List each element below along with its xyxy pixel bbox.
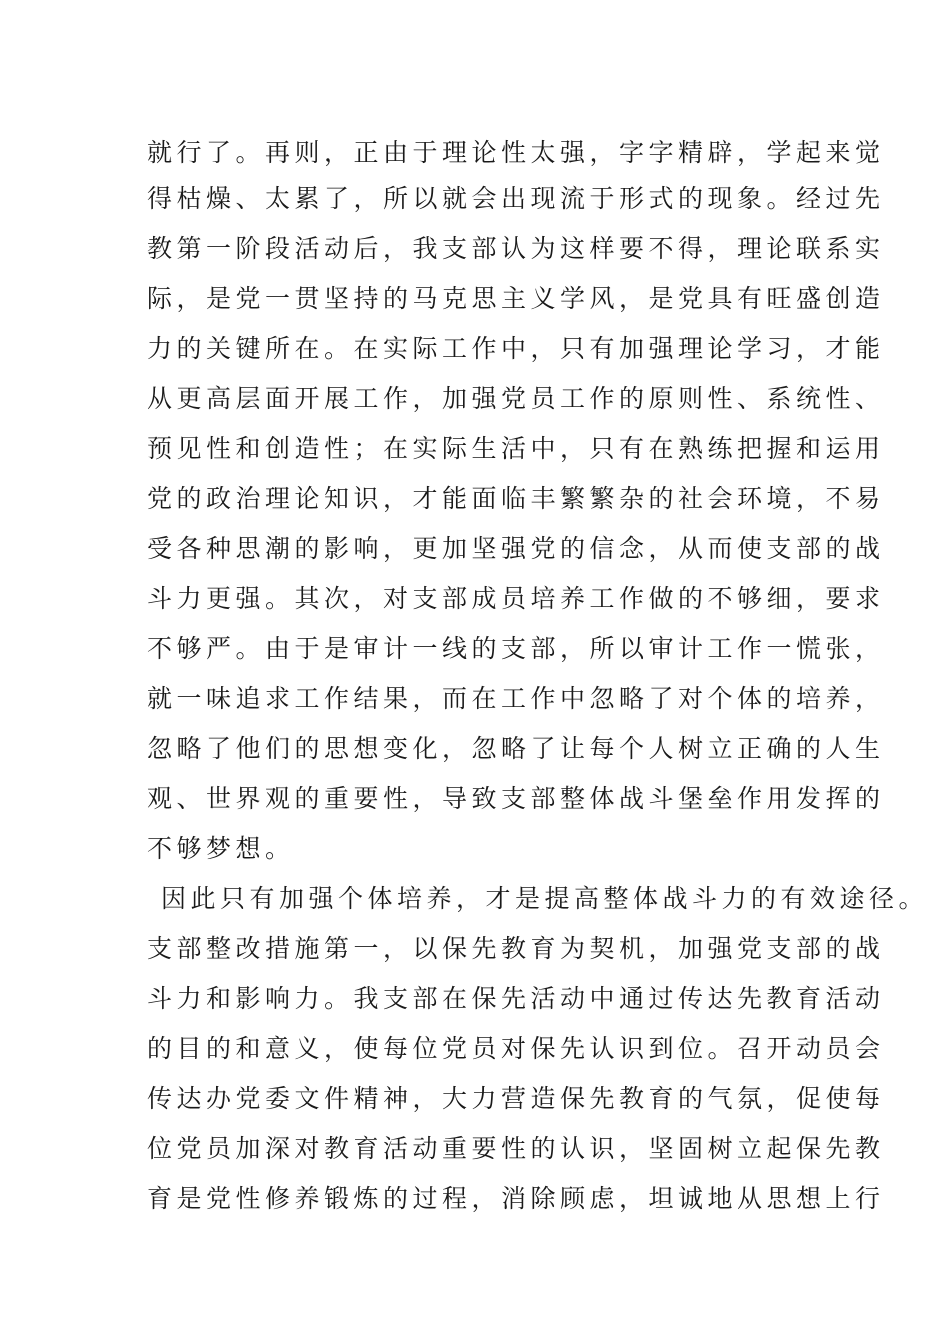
text-line: 教第一阶段活动后，我支部认为这样要不得，理论联系实 [147, 234, 885, 263]
text-line: 力的关键所在。在实际工作中，只有加强理论学习，才能 [147, 334, 885, 363]
text-line: 际，是党一贯坚持的马克思主义学风，是党具有旺盛创造 [147, 284, 885, 313]
text-line: 斗力更强。其次，对支部成员培养工作做的不够细，要求 [147, 584, 885, 613]
text-line: 因此只有加强个体培养，才是提高整体战斗力的有效途径。 [161, 884, 929, 913]
text-line: 从更高层面开展工作，加强党员工作的原则性、系统性、 [147, 384, 885, 413]
text-line: 忽略了他们的思想变化，忽略了让每个人树立正确的人生 [147, 734, 885, 763]
text-line: 位党员加深对教育活动重要性的认识，坚固树立起保先教 [147, 1134, 885, 1163]
text-line: 育是党性修养锻炼的过程，消除顾虑，坦诚地从思想上行 [147, 1184, 885, 1213]
text-line: 就行了。再则，正由于理论性太强，字字精辟，学起来觉 [147, 138, 885, 167]
text-line: 就一味追求工作结果，而在工作中忽略了对个体的培养， [147, 684, 885, 713]
text-line: 的目的和意义，使每位党员对保先认识到位。召开动员会 [147, 1034, 885, 1063]
text-line: 传达办党委文件精神，大力营造保先教育的气氛，促使每 [147, 1084, 885, 1113]
text-line: 得枯燥、太累了，所以就会出现流于形式的现象。经过先 [147, 184, 885, 213]
text-line: 斗力和影响力。我支部在保先活动中通过传达先教育活动 [147, 984, 885, 1013]
text-line: 党的政治理论知识，才能面临丰繁繁杂的社会环境，不易 [147, 484, 885, 513]
text-line: 不够严。由于是审计一线的支部，所以审计工作一慌张， [147, 634, 885, 663]
text-line: 观、世界观的重要性，导致支部整体战斗堡垒作用发挥的 [147, 784, 885, 813]
text-line: 预见性和创造性；在实际生活中，只有在熟练把握和运用 [147, 434, 885, 463]
text-line: 受各种思潮的影响，更加坚强党的信念，从而使支部的战 [147, 534, 885, 563]
text-line: 支部整改措施第一，以保先教育为契机，加强党支部的战 [147, 934, 885, 963]
text-line: 不够梦想。 [147, 834, 295, 863]
